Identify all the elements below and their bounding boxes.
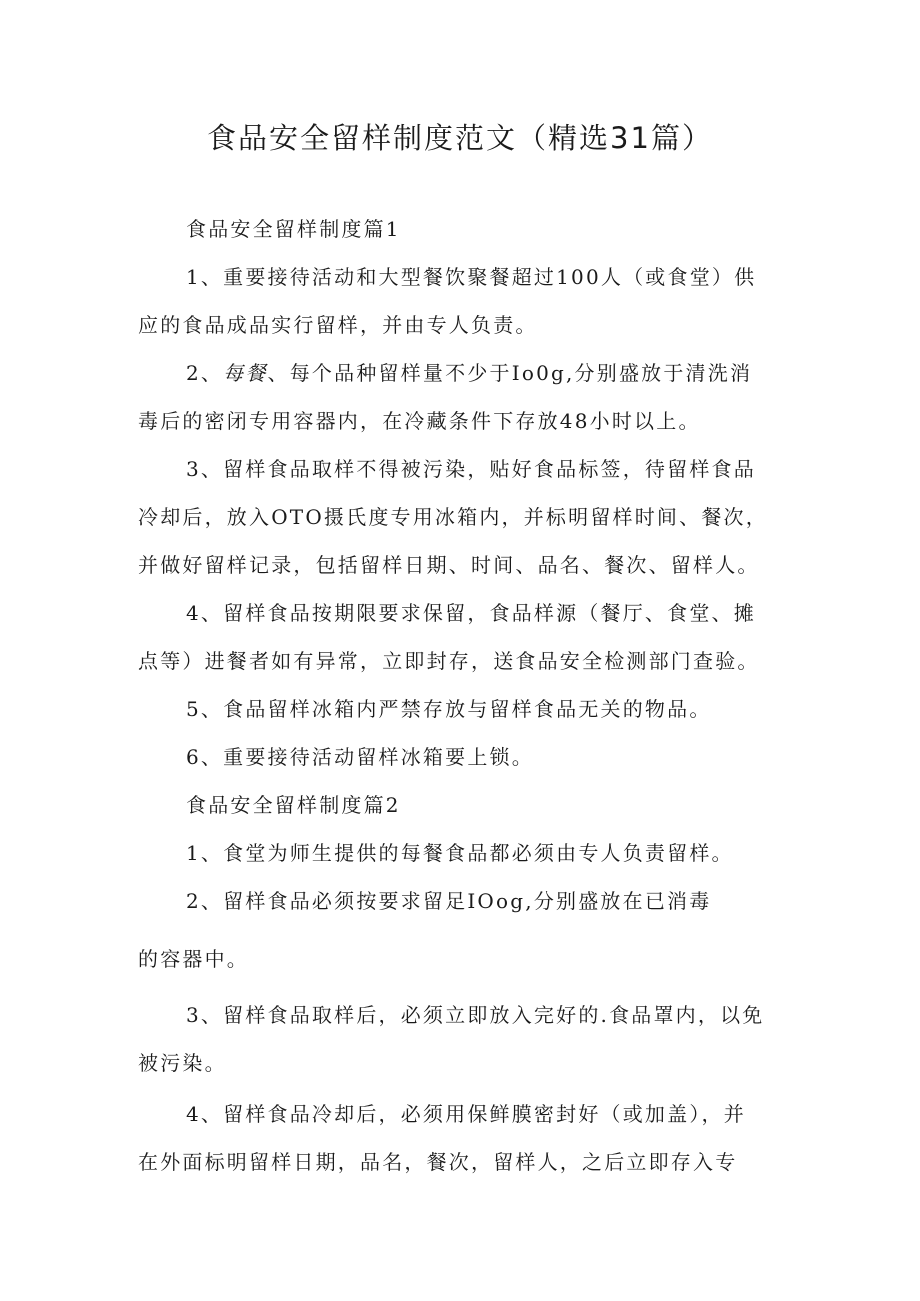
s1-item4-line2: 点等）进餐者如有异常，立即封存，送食品安全检测部门查验。 [138, 649, 760, 673]
s1-item2-line2: 毒后的密闭专用容器内，在冷藏条件下存放48小时以上。 [138, 409, 701, 433]
section-heading-2: 食品安全留样制度篇2 [186, 793, 401, 817]
s2-item4-line2: 在外面标明留样日期，品名，餐次，留样人，之后立即存入专 [138, 1150, 738, 1174]
s1-item5: 5、食品留样冰箱内严禁存放与留样食品无关的物品。 [186, 697, 712, 721]
s1-item4-line1: 4、留样食品按期限要求保留，食品样源（餐厅、食堂、摊 [186, 601, 756, 625]
document-title: 食品安全留样制度范文（精选31篇） [207, 121, 713, 155]
s1-item2-italic: 每餐 [223, 361, 268, 385]
s1-item2-prefix: 2、 [186, 361, 224, 385]
s2-item2-line1: 2、留样食品必须按要求留足IOog,分别盛放在已消毒 [186, 889, 712, 913]
s1-item3-line3: 并做好留样记录，包括留样日期、时间、品名、餐次、留样人。 [138, 553, 760, 577]
s1-item1-line1: 1、重要接待活动和大型餐饮聚餐超过100人（或食堂）供 [186, 265, 757, 289]
s2-item1: 1、食堂为师生提供的每餐食品都必须由专人负责留样。 [186, 841, 734, 865]
s2-item3-line1: 3、留样食品取样后，必须立即放入完好的.食品罩内，以免 [186, 1003, 765, 1027]
s2-item4-line1: 4、留样食品冷却后，必须用保鲜膜密封好（或加盖），并 [186, 1102, 746, 1126]
s2-item2-line2: 的容器中。 [138, 947, 249, 971]
s1-item1-line2: 应的食品成品实行留样，并由专人负责。 [138, 313, 538, 337]
section-heading-1: 食品安全留样制度篇1 [186, 217, 401, 241]
s2-item3-line2: 被污染。 [138, 1051, 227, 1075]
s1-item2-rest: 、每个品种留样量不少于Io0g,分别盛放于清洗消 [267, 361, 753, 385]
s1-item6: 6、重要接待活动留样冰箱要上锁。 [186, 745, 534, 769]
s1-item3-line2: 冷却后，放入OTO摄氏度专用冰箱内，并标明留样时间、餐次， [138, 505, 768, 529]
s1-item3-line1: 3、留样食品取样不得被污染，贴好食品标签，待留样食品 [186, 457, 756, 481]
s1-item2-line1 [186, 358, 752, 388]
